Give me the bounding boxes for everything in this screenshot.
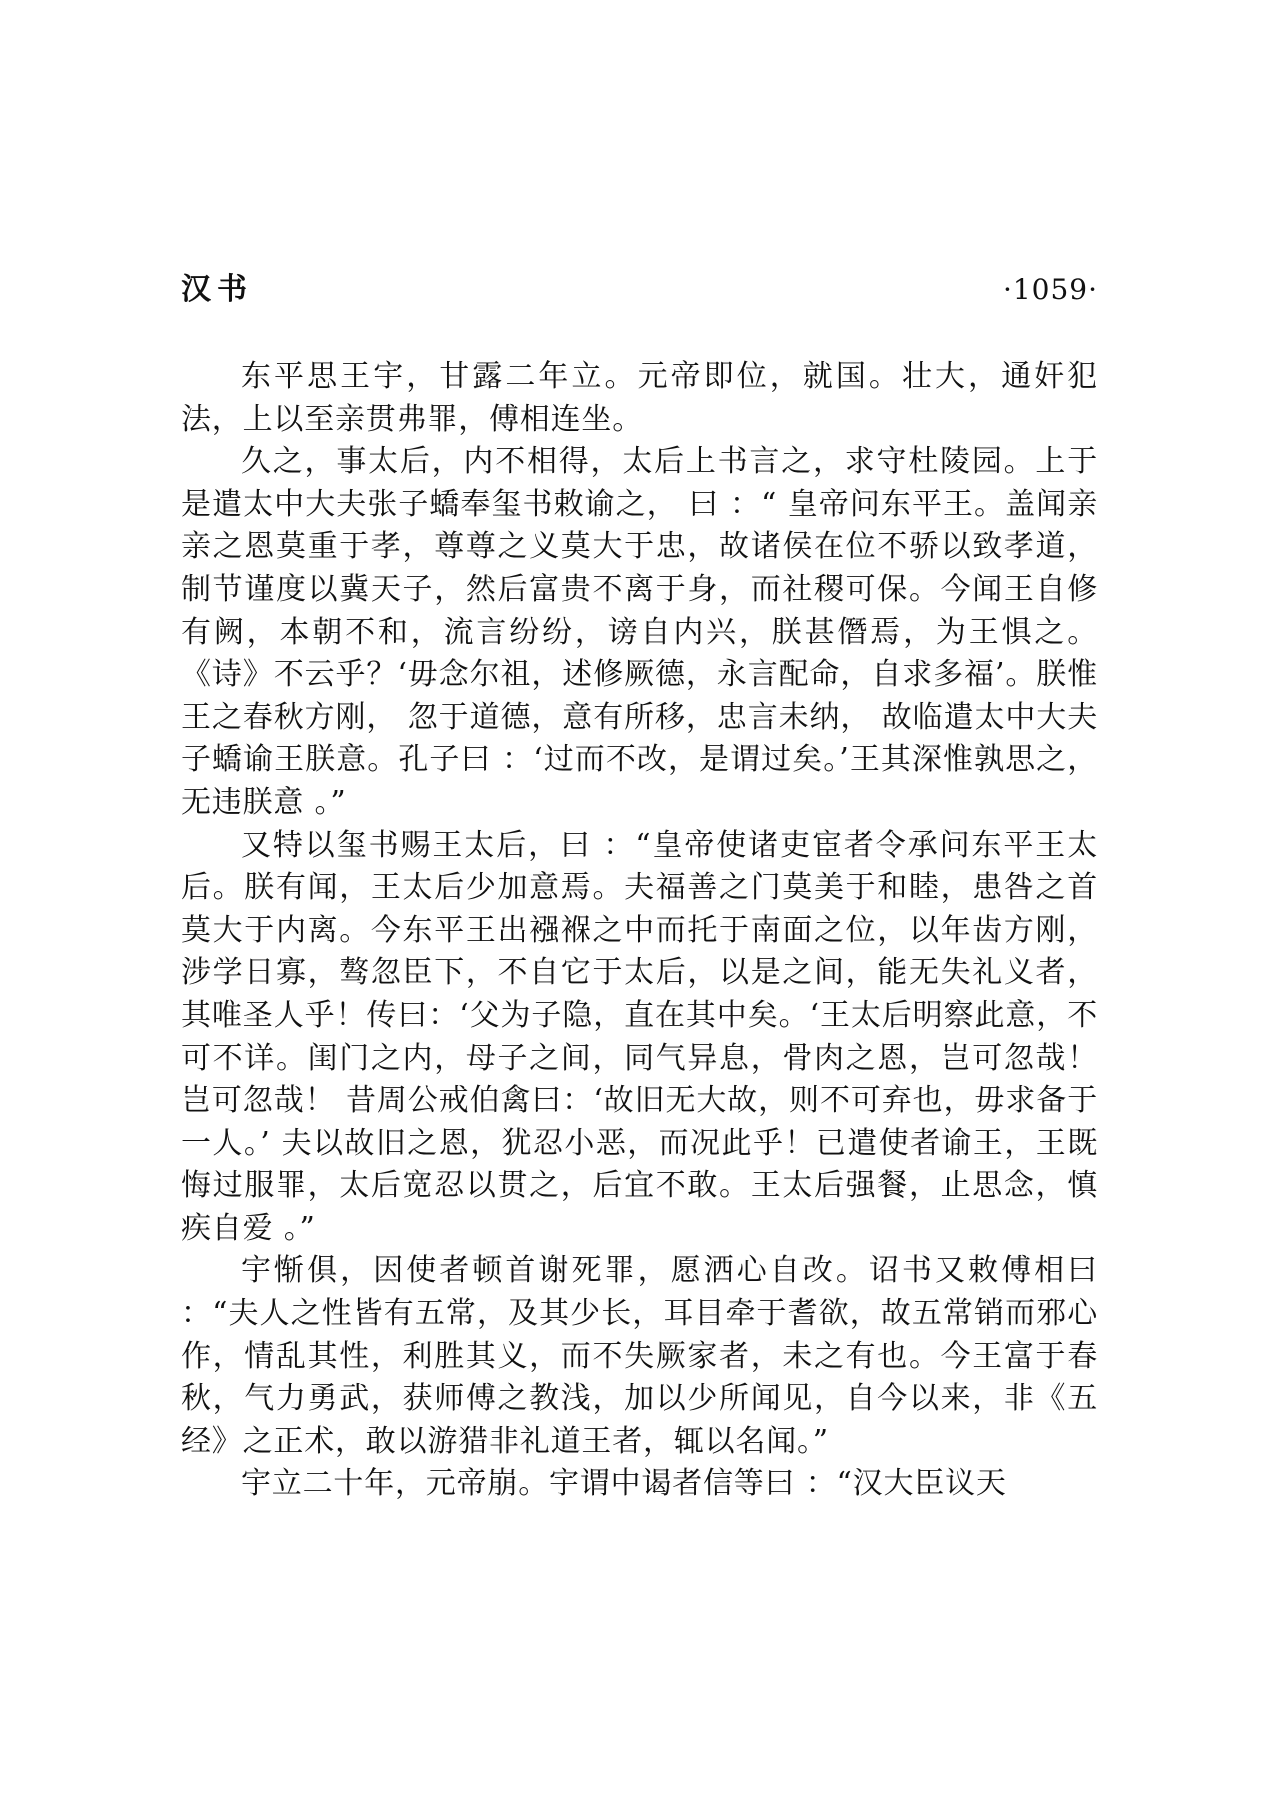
paragraph-5: 宇立二十年，元帝崩。宇谓中谒者信等曰 ：“汉大臣议天 — [241, 1466, 1007, 1502]
page-header — [181, 268, 1098, 312]
paragraph-2: 久之，事太后，内不相得，太后上书言之，求守杜陵园。上于是遣太中大夫张子蟜奉玺书敕谕之， 曰 ：“ 皇帝问东平王。盖闻亲亲之恩莫重于孝，尊尊之义莫大于忠，故诸侯在位不骄以致孝道，制节谨度以冀天子，然后富贵不离于身，而社稷可保。今闻王自修有阙，本朝不和，流言纷纷，谤自内兴，朕甚僭焉，为王惧之。《诗》不云乎？‘毋念尔祖，述修厥德，永言配命，自求多福’。朕惟王之春秋方刚， 忽于道德，意有所移，忠言未纳， 故临遣太中大夫子蟜谕王朕意。孔子曰 ：‘过而不改，是谓过矣。’王其深惟孰思之，无违朕意 。” — [181, 444, 1098, 820]
paragraph-1: 东平思王宇，甘露二年立。元帝即位，就国。壮大，通奸犯法，上以至亲贯弗罪，傅相连坐。 — [181, 359, 1098, 437]
page-number: ·1059· — [1002, 273, 1098, 306]
paragraph-3: 又特以玺书赐王太后，曰 ：“皇帝使诸吏宦者令承问东平王太后。朕有闻，王太后少加意焉。夫福善之门莫美于和睦，患咎之首莫大于内离。今东平王出襁褓之中而托于南面之位，以年齿方刚，涉学日寡，骜忽臣下，不自它于太后，以是之间，能无失礼义者，其唯圣人乎！传曰：‘父为子隐，直在其中矣。‘王太后明察此意，不可不详。闺门之内，母子之间，同气异息，骨肉之恩，岂可忽哉！岂可忽哉！ 昔周公戒伯禽曰：‘故旧无大故，则不可弃也，毋求备于一人。’ 夫以故旧之恩，犹忍小恶，而况此乎！已遣使者谕王，王既悔过服罪，太后宽忍以贯之，后宜不敢。王太后强餐，止思念，慎疾自爱 。” — [181, 827, 1098, 1246]
paragraph-4: 宇惭俱，因使者顿首谢死罪，愿洒心自改。诏书又敕傅相曰 ：“夫人之性皆有五常，及其少长，耳目牵于耆欲，故五常销而邪心作，情乱其性，利胜其义，而不失厥家者，未之有也。今王富于春秋，气力勇武，获师傅之教浅，加以少所闻见，自今以来，非《五经》之正术，敢以游猎非礼道王者，辄以名闻。” — [181, 1253, 1098, 1459]
running-title: 汉书 — [181, 272, 253, 307]
body-text — [181, 356, 1098, 1506]
